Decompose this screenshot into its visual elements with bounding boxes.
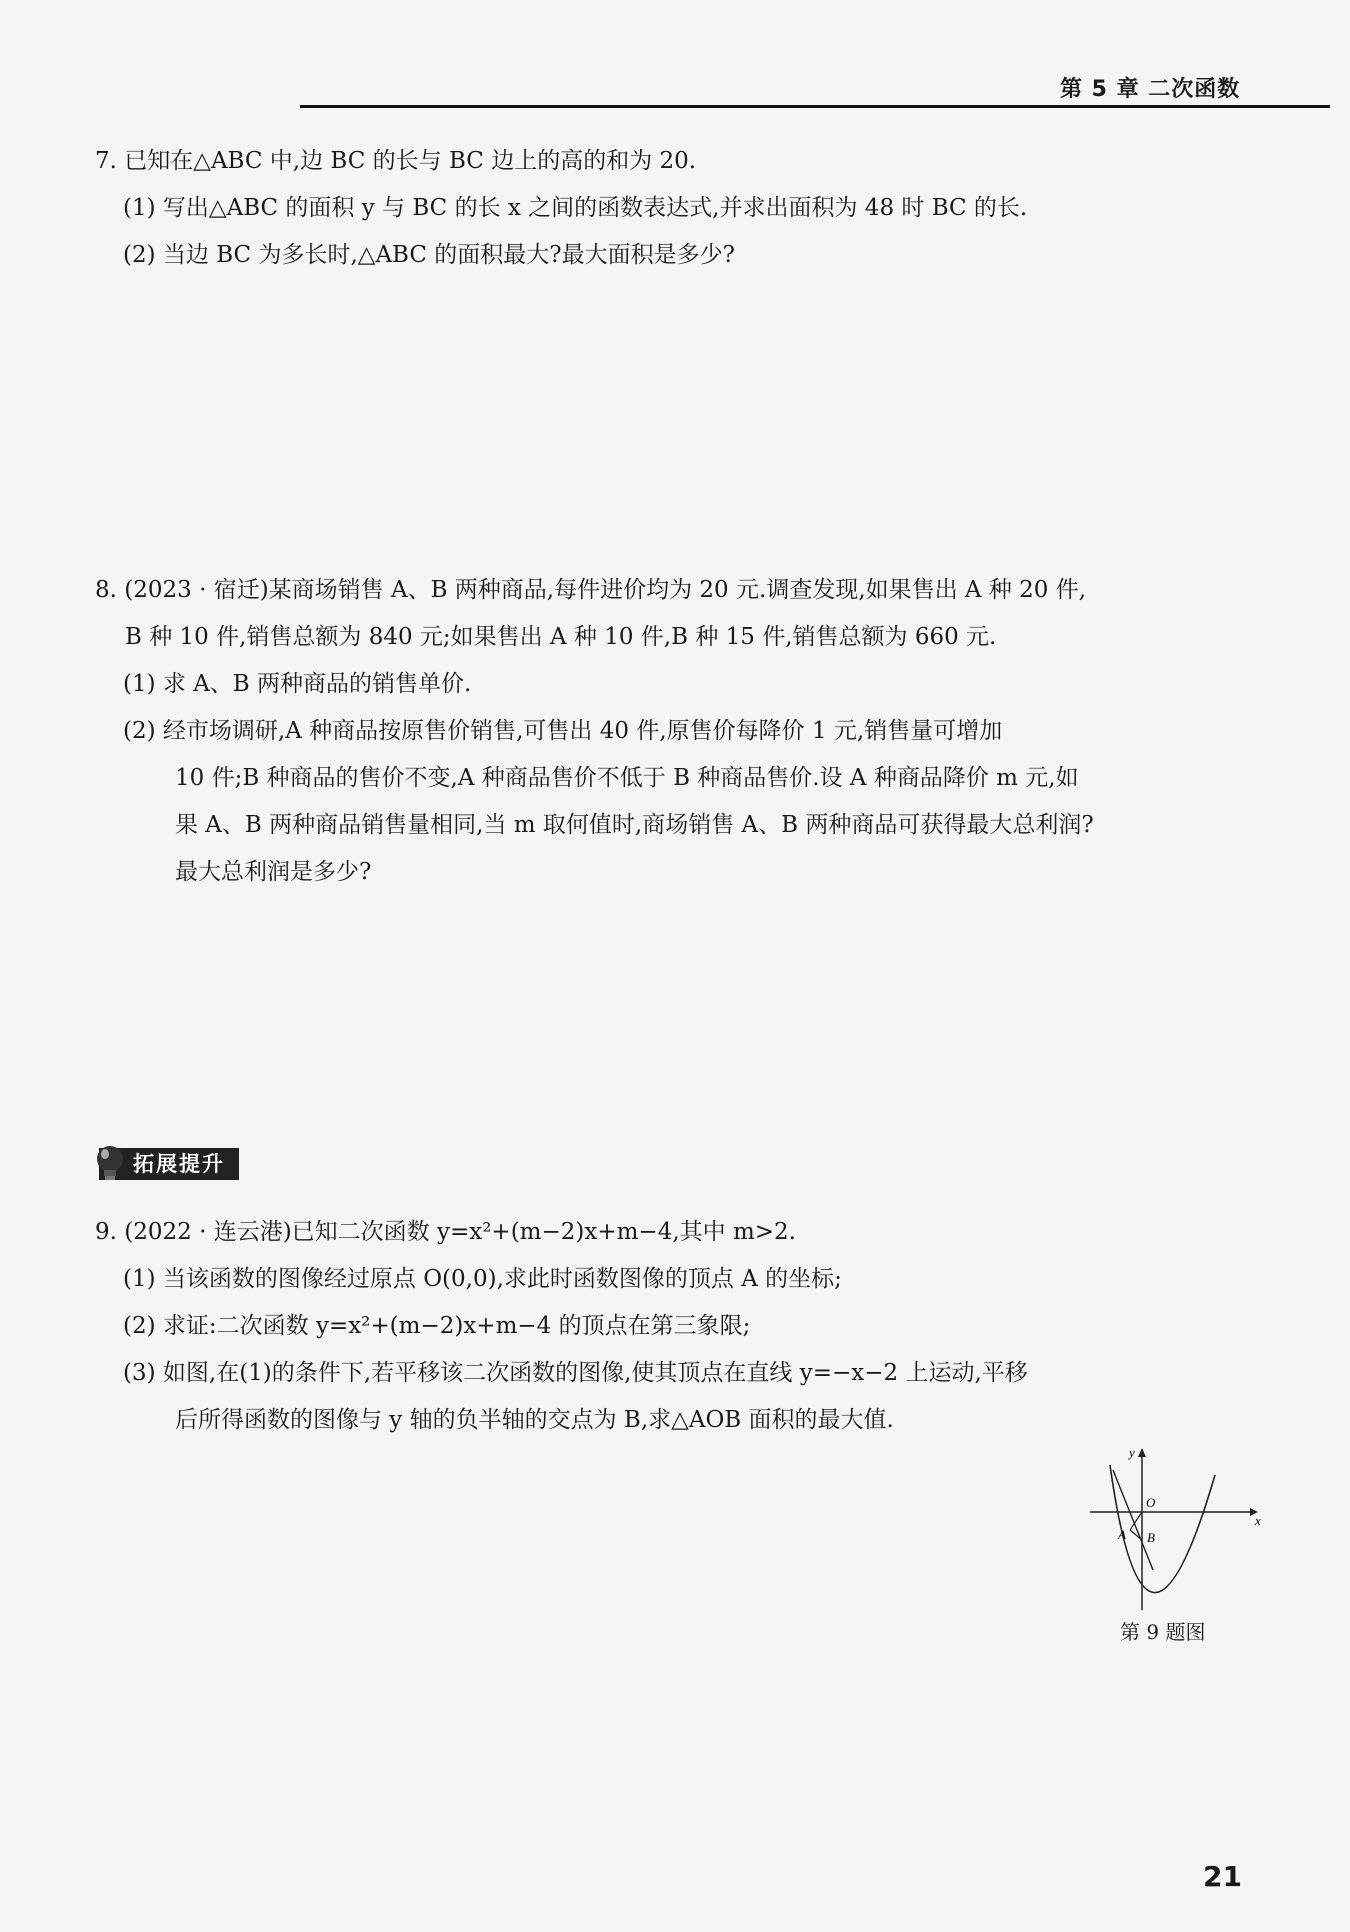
question-8-part-2-line-4: 最大总利润是多少? <box>175 859 372 885</box>
question-7 <box>95 138 1027 279</box>
question-8-stem-line-2: B 种 10 件,销售总额为 840 元;如果售出 A 种 10 件,B 种 15 件,销售总额为 660 元. <box>125 624 997 650</box>
label-o: O <box>1146 1495 1156 1510</box>
question-9-part-1: (1) 当该函数的图像经过原点 O(0,0),求此时函数图像的顶点 A 的坐标; <box>123 1266 842 1292</box>
section-badge <box>93 1146 239 1182</box>
segment-ab <box>1130 1530 1142 1540</box>
question-8-stem-line-1: 8. (2023 · 宿迁)某商场销售 A、B 两种商品,每件进价均为 20 元.调查发现,如果售出 A 种 20 件, <box>95 577 1087 603</box>
lightbulb-icon <box>93 1144 127 1184</box>
header-rule <box>300 105 1330 108</box>
question-7-part-2: (2) 当边 BC 为多长时,△ABC 的面积最大?最大面积是多少? <box>123 242 735 268</box>
question-9 <box>95 1209 1028 1444</box>
parabola-figure <box>1085 1445 1265 1645</box>
question-9-part-3-line-1: (3) 如图,在(1)的条件下,若平移该二次函数的图像,使其顶点在直线 y=−x−2 上运动,平移 <box>123 1360 1028 1386</box>
chapter-title: 第 5 章 二次函数 <box>1060 77 1241 102</box>
question-9-part-3-line-2: 后所得函数的图像与 y 轴的负半轴的交点为 B,求△AOB 面积的最大值. <box>175 1407 894 1433</box>
y-axis-arrow <box>1138 1448 1146 1457</box>
label-x: x <box>1255 1513 1261 1528</box>
page-number: 21 <box>1203 1860 1242 1893</box>
figure-caption: 第 9 题图 <box>1120 1620 1206 1644</box>
question-8-part-2-line-1: (2) 经市场调研,A 种商品按原售价销售,可售出 40 件,原售价每降价 1 元,销售量可增加 <box>123 718 1003 744</box>
label-y: y <box>1129 1445 1135 1460</box>
section-label: 拓展提升 <box>99 1148 239 1180</box>
question-7-part-1: (1) 写出△ABC 的面积 y 与 BC 的长 x 之间的函数表达式,并求出面积为 48 时 BC 的长. <box>123 195 1028 221</box>
question-8-part-1: (1) 求 A、B 两种商品的销售单价. <box>123 671 472 697</box>
question-9-part-2: (2) 求证:二次函数 y=x²+(m−2)x+m−4 的顶点在第三象限; <box>123 1313 751 1339</box>
label-b: B <box>1147 1530 1155 1545</box>
question-7-stem: 7. 已知在△ABC 中,边 BC 的长与 BC 边上的高的和为 20. <box>95 148 697 174</box>
question-8-part-2-line-3: 果 A、B 两种商品销售量相同,当 m 取何值时,商场销售 A、B 两种商品可获得最大总利润? <box>175 812 1094 838</box>
question-9-stem: 9. (2022 · 连云港)已知二次函数 y=x²+(m−2)x+m−4,其中 m>2. <box>95 1219 796 1245</box>
question-8-part-2-line-2: 10 件;B 种商品的售价不变,A 种商品售价不低于 B 种商品售价.设 A 种商品降价 m 元,如 <box>175 765 1079 791</box>
question-8 <box>95 567 1094 896</box>
label-a: A <box>1118 1527 1126 1542</box>
